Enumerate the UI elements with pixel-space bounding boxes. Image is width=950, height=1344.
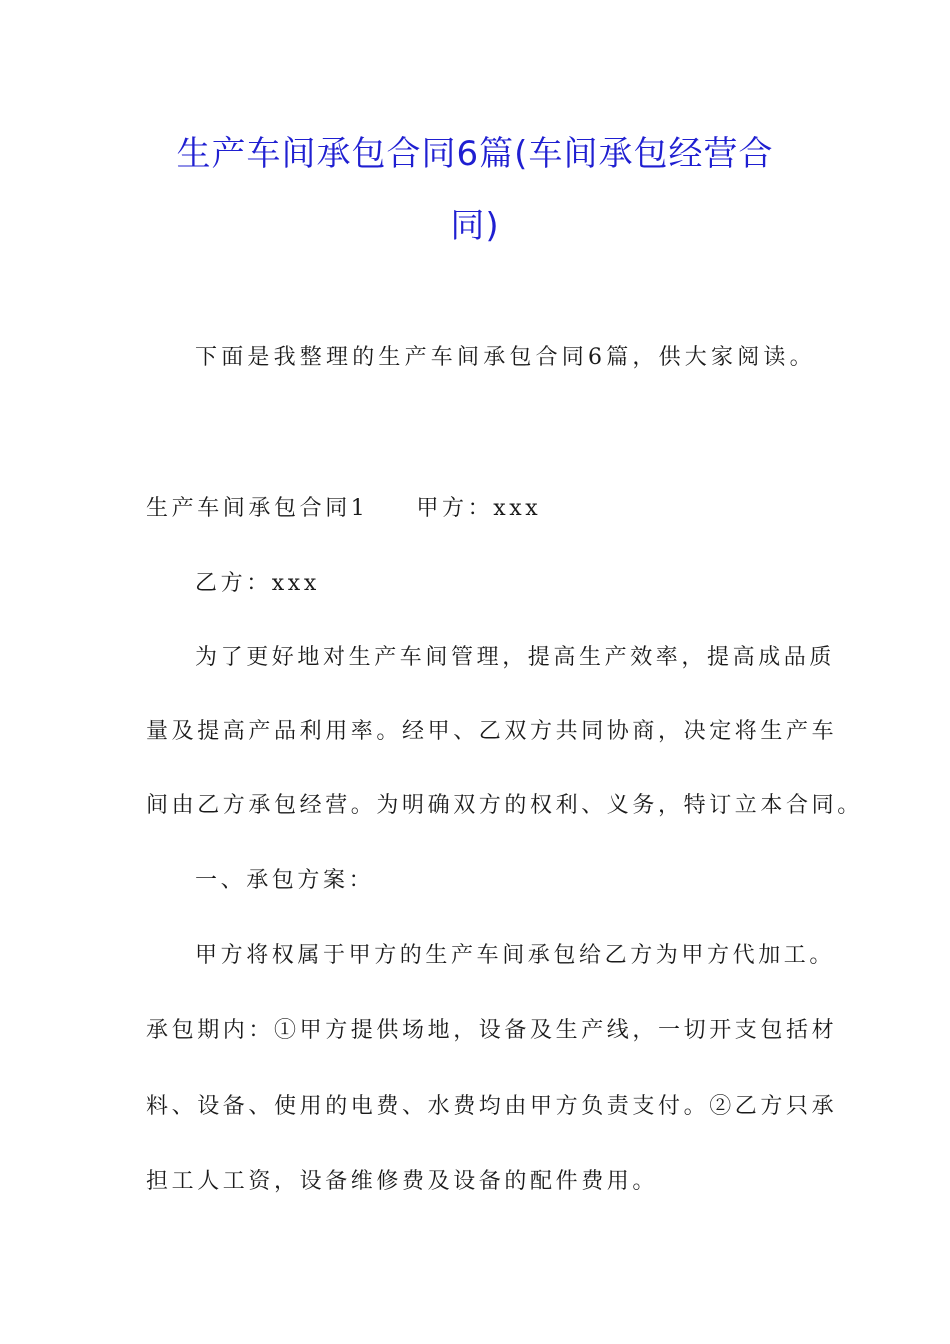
section1-heading: 一、承包方案： — [195, 868, 375, 893]
party-b: 乙方：xxx — [195, 571, 320, 596]
contract1-heading-row — [146, 494, 541, 524]
paragraph2-line2: 承包期内：①甲方提供场地，设备及生产线，一切开支包括材 — [146, 1018, 838, 1043]
paragraph2-line1: 甲方将权属于甲方的生产车间承包给乙方为甲方代加工。 — [195, 943, 836, 968]
paragraph1-line1: 为了更好地对生产车间管理，提高生产效率，提高成品质 — [195, 645, 836, 670]
contract1-heading: 生产车间承包合同1 — [146, 496, 369, 521]
paragraph2-line4: 担工人工资，设备维修费及设备的配件费用。 — [146, 1169, 659, 1194]
document-title-line1: 生产车间承包合同6篇(车间承包经营合 — [176, 134, 774, 174]
document-title-line2: 同) — [450, 206, 500, 246]
intro-paragraph: 下面是我整理的生产车间承包合同6篇，供大家阅读。 — [195, 345, 816, 370]
paragraph1-line3: 间由乙方承包经营。为明确双方的权利、义务，特订立本合同。 — [146, 793, 863, 818]
paragraph1-line2: 量及提高产品利用率。经甲、乙双方共同协商，决定将生产车 — [146, 719, 838, 744]
party-a: 甲方：xxx — [416, 496, 542, 521]
paragraph2-line3: 料、设备、使用的电费、水费均由甲方负责支付。②乙方只承 — [146, 1094, 838, 1119]
